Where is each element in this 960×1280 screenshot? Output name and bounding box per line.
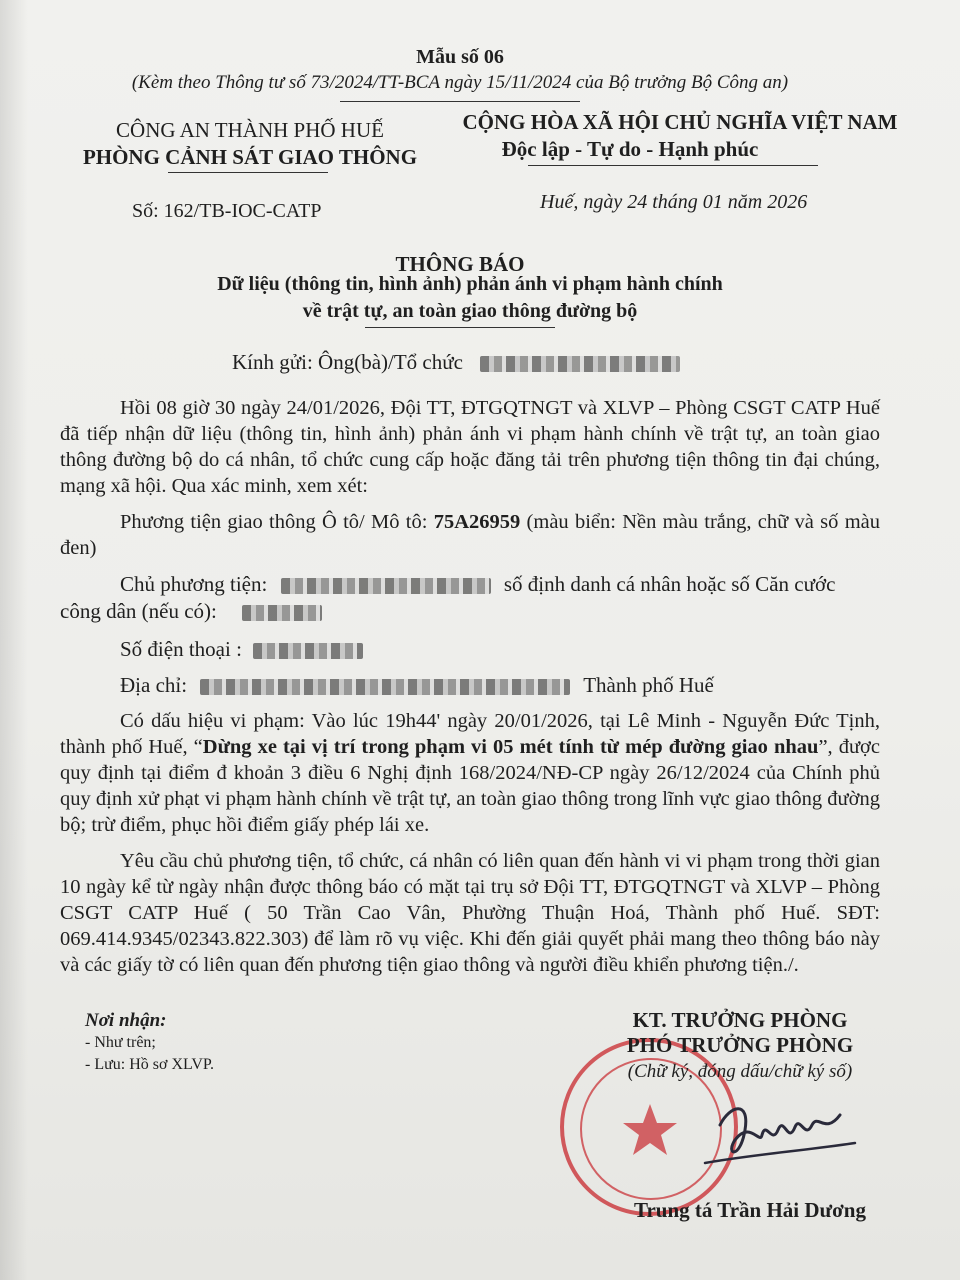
address-line xyxy=(120,673,714,698)
notice-subtitle-1: Dữ liệu (thông tin, hình ảnh) phản ánh vi phạm hành chính xyxy=(217,273,723,295)
issuer-line2: PHÒNG CẢNH SÁT GIAO THÔNG xyxy=(82,145,418,169)
vehicle-prefix: Phương tiện giao thông Ô tô/ Mô tô: xyxy=(120,511,434,533)
vehicle-suffix: (màu biển: Nền màu trắng, chữ và số màu đen) xyxy=(60,511,880,559)
document-date: Huế, ngày 24 tháng 01 năm 2026 xyxy=(540,191,808,213)
owner-suffix: số định danh cá nhân hoặc số Căn cước xyxy=(503,572,836,596)
issuer-line1: CÔNG AN THÀNH PHỐ HUẾ xyxy=(116,118,384,142)
redacted-address xyxy=(200,679,570,695)
paragraph-vehicle xyxy=(60,509,880,561)
form-attachment-note: (Kèm theo Thông tư số 73/2024/TT-BCA ngày 15/11/2024 của Bộ trưởng Bộ Công an) xyxy=(131,72,789,93)
notice-subtitle-2: về trật tự, an toàn giao thông đường bộ xyxy=(302,300,638,322)
paragraph-receipt: Hồi 08 giờ 30 ngày 24/01/2026, Đội TT, ĐTGQTNGT và XLVP – Phòng CSGT CATP Huế đã tiếp nhận dữ liệu (thông tin, hình ảnh) phản ánh vi phạm hành chính về trật tự, an toàn giao thông đường bộ do cá nhân, tổ chức cung cấp hoặc đăng tải trên phương tiện thông tin đại chúng, mạng xã hội. Qua xác minh, xem xét: xyxy=(60,397,880,497)
recipients-item-2: - Lưu: Hồ sơ XLVP. xyxy=(85,1056,214,1073)
notice-title: THÔNG BÁO xyxy=(395,252,525,276)
issuer-rule xyxy=(168,172,328,173)
owner-id-label: công dân (nếu có): xyxy=(60,599,217,623)
signature-note: (Chữ ký, đóng dấu/chữ ký số) xyxy=(627,1061,853,1082)
recipients-item-1: - Như trên; xyxy=(85,1034,156,1051)
recipient-label: Kính gửi: Ông(bà)/Tổ chức xyxy=(232,350,463,374)
redacted-owner xyxy=(281,578,491,594)
document-number: Số: 162/TB-IOC-CATP xyxy=(132,200,322,222)
phone-label: Số điện thoại : xyxy=(120,637,242,661)
signer-name: Trung tá Trần Hải Dương xyxy=(634,1198,866,1222)
address-label: Địa chỉ: xyxy=(120,673,188,697)
header-rule xyxy=(340,101,580,102)
phone-line xyxy=(120,637,363,662)
handwritten-signature xyxy=(700,1085,860,1180)
recipients-label: Nơi nhận: xyxy=(85,1010,167,1031)
violation-suffix: ”, được quy định tại điểm đ khoản 3 điều 6 Nghị định 168/2024/NĐ-CP ngày 26/12/2024 của Chính phủ quy định xử phạt vi phạm hành chính về trật tự, an toàn giao thông trong lĩnh vực giao thông đường bộ; trừ điểm, phục hồi điểm giấy phép lái xe. xyxy=(60,736,880,836)
nation-motto: Độc lập - Tự do - Hạnh phúc xyxy=(501,137,759,161)
violation-prefix: Có dấu hiệu vi phạm: Vào lúc 19h44' ngày 20/01/2026, tại Lê Minh - Nguyễn Đức Tịnh, thành phố Huế, “ xyxy=(60,710,880,758)
form-number: Mẫu số 06 xyxy=(416,46,504,68)
nation-title: CỘNG HÒA XÃ HỘI CHỦ NGHĨA VIỆT NAM xyxy=(462,110,898,134)
vehicle-plate: 75A26959 xyxy=(433,511,521,533)
paragraph-request: Yêu cầu chủ phương tiện, tổ chức, cá nhân có liên quan đến hành vi vi phạm trong thời gian 10 ngày kể từ ngày nhận được thông báo có mặt tại trụ sở Đội TT, ĐTGQTNGT và XLVP – Phòng CSGT CATP Huế ( 50 Trần Cao Vân, Phường Thuận Hoá, Thành phố Huế. SĐT: 069.414.9345/02343.822.303) để làm rõ vụ việc. Khi đến giải quyết phải mang theo thông báo này và các giấy tờ có liên quan đến phương tiện giao thông và người điều khiển phương tiện./. xyxy=(60,850,880,976)
signer-title-2: PHÓ TRƯỞNG PHÒNG xyxy=(626,1033,854,1057)
redacted-id xyxy=(242,605,322,621)
paragraph-violation xyxy=(60,708,880,838)
owner-label: Chủ phương tiện: xyxy=(120,572,268,596)
owner-line xyxy=(120,572,835,597)
violation-description: Dừng xe tại vị trí trong phạm vi 05 mét tính từ mép đường giao nhau xyxy=(202,736,819,758)
signer-title-1: KT. TRƯỞNG PHÒNG xyxy=(632,1008,848,1032)
address-city: Thành phố Huế xyxy=(583,673,714,697)
title-rule xyxy=(365,327,555,328)
redacted-recipient xyxy=(480,356,680,372)
redacted-phone xyxy=(253,643,363,659)
motto-rule xyxy=(528,165,818,166)
page-shadow xyxy=(0,0,28,1280)
recipient-line xyxy=(232,350,680,375)
owner-id-line xyxy=(60,599,322,624)
seal-star-icon xyxy=(620,1100,680,1165)
